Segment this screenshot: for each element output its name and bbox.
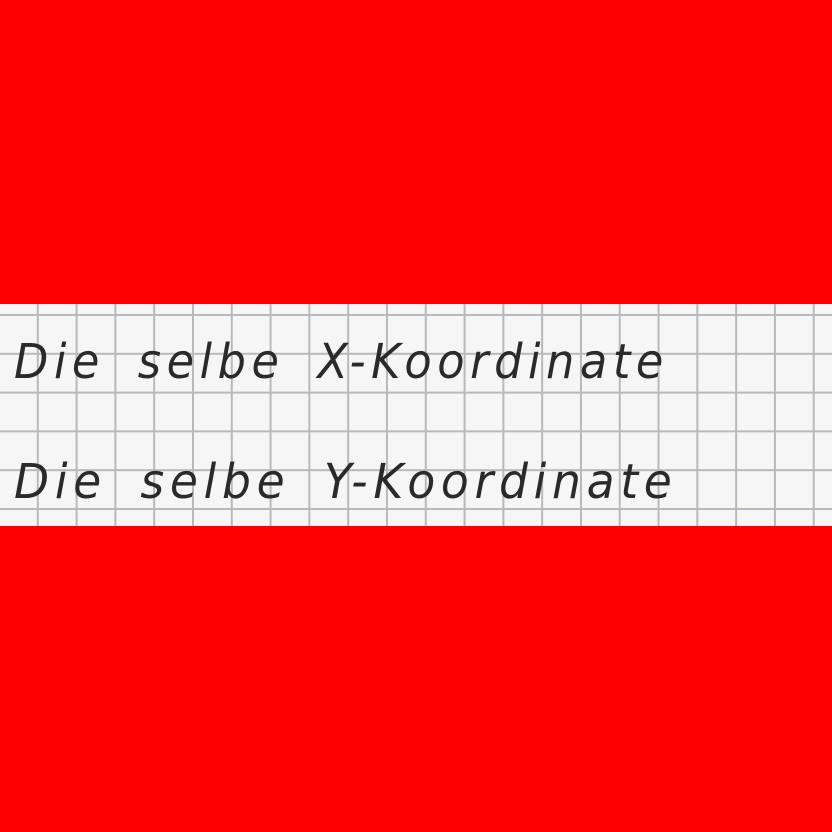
bottom-red-band: [0, 526, 832, 832]
handwritten-line-y: Die selbe Y-Koordinate: [14, 454, 678, 510]
grid-paper-strip: [0, 304, 832, 526]
top-red-band: [0, 0, 832, 304]
handwritten-line-x: Die selbe X-Koordinate: [14, 334, 669, 390]
